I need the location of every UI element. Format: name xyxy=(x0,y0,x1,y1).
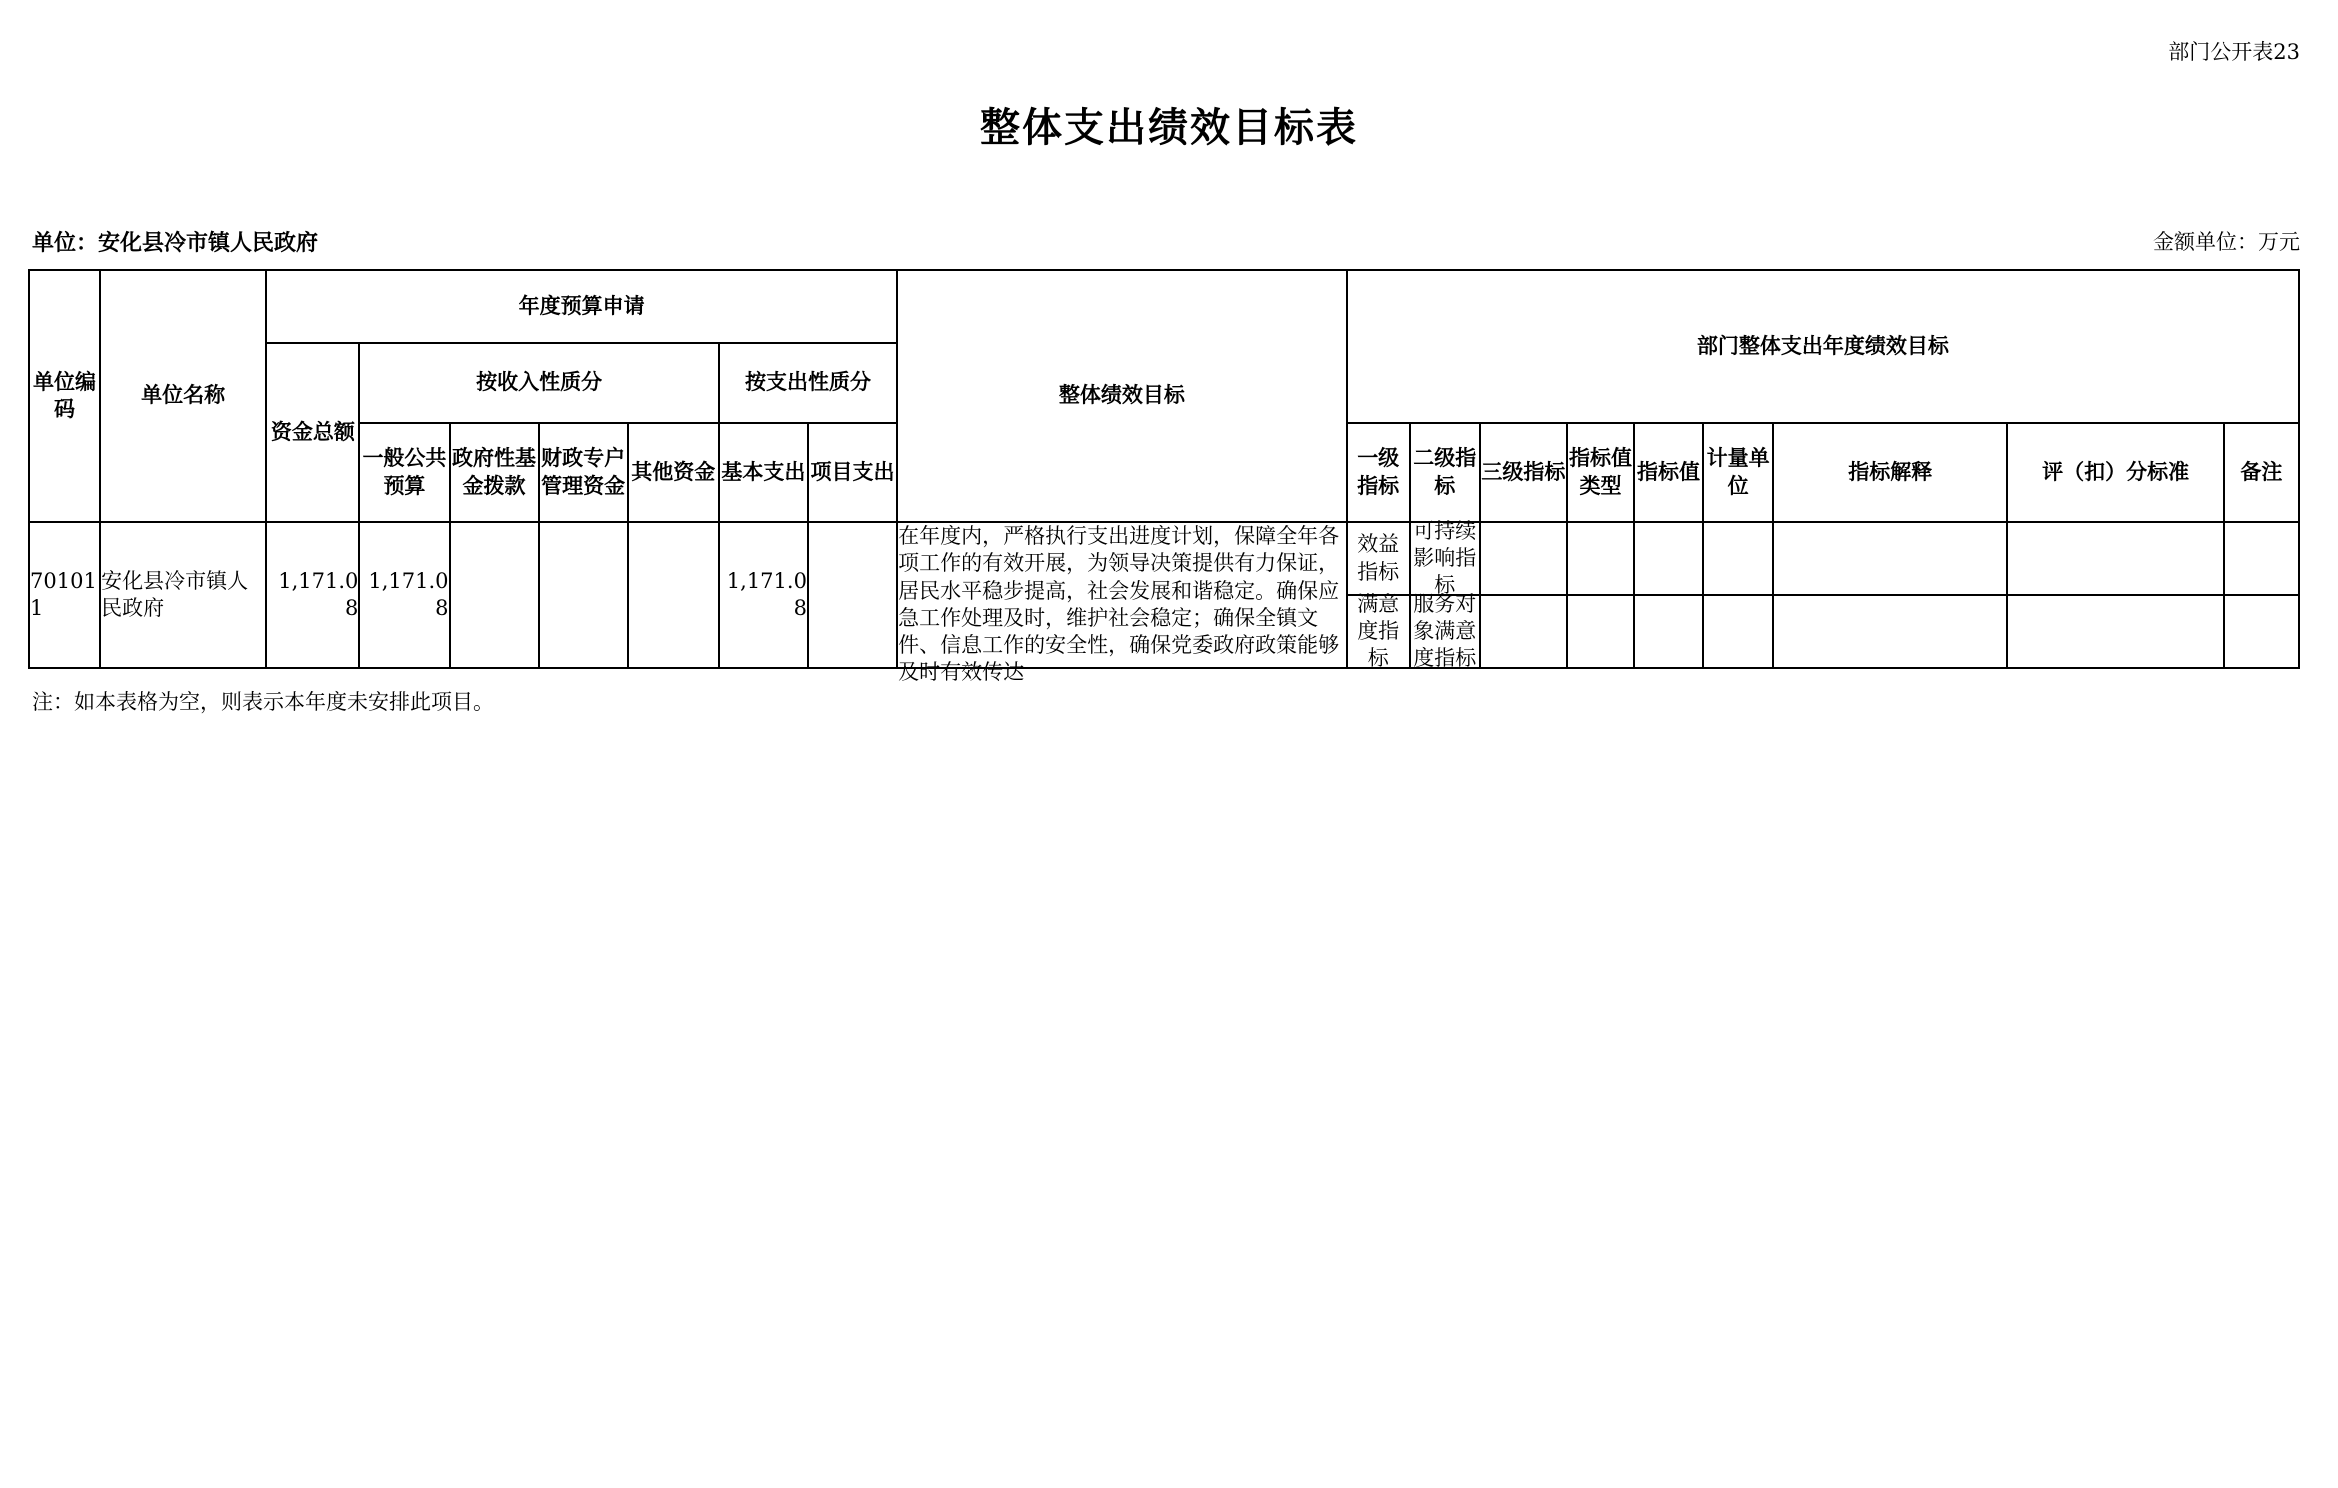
footnote: 注：如本表格为空，则表示本年度未安排此项目。 xyxy=(32,690,494,714)
indicator-level1-text: 满意度指标 xyxy=(1357,591,1400,671)
unit-label: 单位：安化县冷市镇人民政府 xyxy=(32,231,319,256)
cell-project-expenditure xyxy=(808,522,897,668)
cell-fiscal-special xyxy=(539,522,628,668)
header-overall-goal: 整体绩效目标 xyxy=(897,270,1347,522)
header-by-expenditure: 按支出性质分 xyxy=(719,343,897,423)
cell-measure-unit xyxy=(1703,595,1773,668)
header-gov-fund: 政府性基金拨款 xyxy=(450,423,539,522)
page-title: 整体支出绩效目标表 xyxy=(980,105,1358,151)
cell-level2 xyxy=(1410,591,1480,671)
header-measure-unit: 计量单位 xyxy=(1703,423,1773,522)
table-row xyxy=(29,522,2299,595)
cell-other-funds xyxy=(628,522,719,668)
cell-total-funds: 1,171.08 xyxy=(266,522,359,668)
header-by-income: 按收入性质分 xyxy=(359,343,718,423)
cell-remarks xyxy=(2224,522,2299,595)
header-basic-expenditure: 基本支出 xyxy=(719,423,808,522)
cell-unit-name: 安化县冷市镇人民政府 xyxy=(100,522,266,668)
amount-unit-label: 金额单位：万元 xyxy=(2153,230,2300,254)
cell-level1 xyxy=(1347,591,1410,671)
header-level2: 二级指标 xyxy=(1410,423,1480,522)
cell-level3 xyxy=(1480,522,1567,595)
indicator-level1-text: 效益指标 xyxy=(1357,532,1400,584)
header-unit-code: 单位编码 xyxy=(29,270,100,522)
header-annual-budget: 年度预算申请 xyxy=(266,270,897,343)
cell-value xyxy=(1634,522,1703,595)
page-code: 部门公开表23 xyxy=(2168,40,2300,64)
header-explanation: 指标解释 xyxy=(1773,423,2007,522)
indicator-level2-text: 可持续影响指标 xyxy=(1413,518,1477,598)
header-value: 指标值 xyxy=(1634,423,1703,522)
cell-explanation xyxy=(1773,522,2007,595)
cell-scoring xyxy=(2007,522,2223,595)
cell-value xyxy=(1634,595,1703,668)
cell-measure-unit xyxy=(1703,522,1773,595)
header-total-funds: 资金总额 xyxy=(266,343,359,522)
cell-value-type xyxy=(1567,595,1634,668)
header-level3: 三级指标 xyxy=(1480,423,1567,522)
performance-goal-table xyxy=(28,269,2300,685)
cell-gov-fund xyxy=(450,522,539,668)
header-value-type: 指标值类型 xyxy=(1567,423,1634,522)
header-fiscal-special: 财政专户管理资金 xyxy=(539,423,628,522)
cell-level1 xyxy=(1347,522,1410,595)
cell-basic-expenditure: 1,171.08 xyxy=(719,522,808,668)
header-scoring: 评（扣）分标准 xyxy=(2007,423,2223,522)
cell-unit-code: 701011 xyxy=(29,522,100,668)
cell-overall-goal xyxy=(897,522,1347,685)
header-general-budget: 一般公共预算 xyxy=(359,423,449,522)
overall-goal-text: 在年度内，严格执行支出进度计划，保障全年各项工作的有效开展，为领导决策提供有力保证，居民水平稳步提高，社会发展和谐稳定。确保应急工作处理及时，维护社会稳定；确保全镇文件、信息工作的安全性，确保党委政府政策能够及时有效传达 xyxy=(898,524,1340,685)
cell-scoring xyxy=(2007,595,2223,668)
header-level1: 一级指标 xyxy=(1347,423,1410,522)
cell-level3 xyxy=(1480,595,1567,668)
cell-remarks xyxy=(2224,595,2299,668)
header-remarks: 备注 xyxy=(2224,423,2299,522)
header-other-funds: 其他资金 xyxy=(628,423,719,522)
cell-value-type xyxy=(1567,522,1634,595)
header-unit-name: 单位名称 xyxy=(100,270,266,522)
header-dept-goal: 部门整体支出年度绩效目标 xyxy=(1347,270,2299,423)
cell-explanation xyxy=(1773,595,2007,668)
header-project-expenditure: 项目支出 xyxy=(808,423,897,522)
indicator-level2-text: 服务对象满意度指标 xyxy=(1413,591,1477,671)
cell-general-budget: 1,171.08 xyxy=(359,522,449,668)
cell-level2 xyxy=(1410,518,1480,598)
